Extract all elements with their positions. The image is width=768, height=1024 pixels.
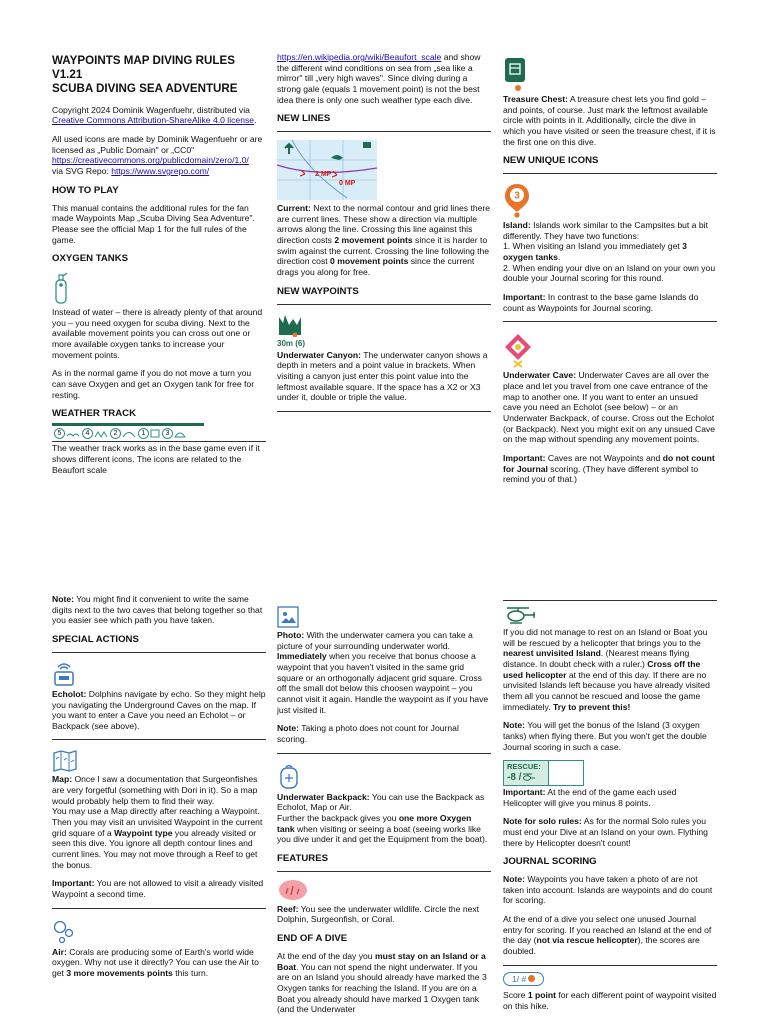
column-1-bottom <box>52 594 266 987</box>
map-text: Map: Once I saw a documentation that Surgeonfishes are very forgetful (something with Dori in it). So a map would probably help them to find their way. You may use a Map directly after reaching a Waypoint. Then you may visit an unvisited Waypoint in the current grid square of a Waypoint type you already visited or seen this dive. You ignore all depth contour lines and current lines. You may not move through a Reef to get the bonus. <box>52 774 263 870</box>
current-lines-map-image <box>277 140 377 200</box>
how-to-play-text: This manual contains the additional rules for the fan made Waypoints Map „Scuba Diving Sea Adventure". Please see the official Map 1 for the full rules of the game. <box>52 202 255 245</box>
map-important: Important: You are not allowed to visit a already visited Waypoint a second time. <box>52 878 264 900</box>
page-title: WAYPOINTS MAP DIVING RULES V1.21 SCUBA DIVING SEA ADVENTURE <box>52 54 238 95</box>
special-actions-heading: SPECIAL ACTIONS <box>52 633 139 645</box>
oxygen-heading: OXYGEN TANKS <box>52 253 129 265</box>
journal-score-text: Score 1 point for each different point of waypoint visited on this hike. <box>503 990 717 1011</box>
island-important: Important: In contrast to the base game Islands do count as Waypoints for Journal scoring. <box>503 292 699 313</box>
divider <box>277 411 491 412</box>
features-heading: FEATURES <box>277 852 328 864</box>
rescue-label: RESCUE: <box>507 762 541 772</box>
rescue-value: -8 / <box>507 772 545 784</box>
current-text: Current: Next to the normal contour and grid lines there are current lines. These show a direction via multiple arrows along the line. Crossing this line against this direction costs 2 movement points since it is harder to swim against the current. Crossing the line following the direction cost 0 movement points since the current drags you along for free. <box>277 203 491 278</box>
solo-rules-text: Note for solo rules: As for the normal Solo rules you must end your Dive at an Island on your own. Flything there by Helicopter doesn't count! <box>503 816 708 848</box>
rescue-input-box[interactable] <box>549 760 584 786</box>
island-text: Island: Islands work similar to the Campsites but a bit differently. They have two functions: 1. When visiting an Island you immediately get 3 oxygen tanks. 2. When ending your dive on an Island on your own you double your Journal scoring for this round. <box>503 220 716 284</box>
beaufort-text: https://en.wikipedia.org/wiki/Beaufort_scale and show the different wind conditions on sea from „sea like a mirror" till „very high waves". Since diving during a strong gale (equals 1 movement point) is not the best idea there is only one such weather type each dive. <box>277 52 481 105</box>
weather-level: 4 <box>82 428 108 439</box>
island-icon <box>503 182 531 218</box>
helicopter-icon <box>503 605 537 625</box>
column-2-bottom <box>277 604 491 1023</box>
divider <box>503 965 717 966</box>
oxygen-tank-icon <box>52 271 70 305</box>
divider <box>277 131 491 132</box>
journal-badge: 1/ # <box>503 972 544 987</box>
note-caves: Note: You might find it convenient to write the same digits next to the two caves that belong together so that you easier see which path you have taken. <box>52 594 263 626</box>
divider <box>277 304 491 305</box>
license-link[interactable]: Creative Commons Attribution-ShareAlike 4.0 license <box>52 115 255 126</box>
label-2mp: 2 MP <box>315 171 332 179</box>
divider <box>503 321 717 322</box>
photo-text: Photo: With the underwater camera you can take a picture of your surrounding underwater world. Immediately when you receive that bonus choose a waypoint that you haven't visited in the same grid square or an orthogonally adjacent grid square. Cross off the small dot below this choosen waypoint – you cannot visit it again. Handle the waypoint as if you have just visited it. <box>277 630 489 715</box>
reef-text: Reef: You see the underwater wildlife. Circle the next Dolphin, Surgeonfish, or Coral. <box>277 903 480 925</box>
weather-level: 2 <box>110 428 136 439</box>
column-3-top <box>503 54 717 493</box>
map-icon <box>52 750 78 772</box>
cave-important: Important: Caves are not Waypoints and do not count for Journal scoring. (They have different symbol to remind you of that.) <box>503 453 715 485</box>
cc0-link[interactable]: https://creativecommons.org/publicdomain/zero/1.0/ <box>52 155 249 166</box>
weather-level: 5 <box>54 428 80 439</box>
treasure-chest-icon <box>503 56 527 92</box>
underwater-cave-icon <box>503 332 533 368</box>
treasure-text: Treasure Chest: A treasure chest lets you find gold – and points, of course. Just mark the leftmost available circle with points in it. Additionally, circle the dive in which you have visited or seen the treasure chest, if it is the first one on this dive. <box>503 94 716 147</box>
journal-text: At the end of a dive you select one unused Journal entry for scoring. If you reached an Island at the end of the day (not via rescue helicopter), the scores are doubled. <box>503 914 712 957</box>
rescue-text: If you did not manage to rest on an Island or Boat you will be rescued by a helicopter that brings you to the nearest unvisited Island. (Nearest means flying distance. In doubt check with a ruler.) Cross off the used helicopter at the end of this day. If there are no unvisited Islands left because you have already visited them all you cannot be rescued and loose the game immediately. Try to prevent this! <box>503 627 710 712</box>
svg-text:3: 3 <box>514 190 520 202</box>
divider <box>277 753 491 754</box>
end-of-dive-text: At the end of the day you must stay on an Island or a Boat. You can not spend the night underwater. If you are on an Island you should already have marked the 3 Oxygen tanks for reaching the Island. If you are on a Boat you already should have marked 1 Oxygen tank (and the Underwater <box>277 950 487 1015</box>
journal-note: Note: Waypoints you have taken a photo of are not taken into account. Islands are waypoints and do count for scoring. <box>503 874 713 906</box>
echolot-text: Echolot: Dolphins navigate by echo. So they might help you navigating the Underground Caves on the map. If you want to enter a Cave you need an Echolot – or Backpack (see above). <box>52 688 266 731</box>
journal-heading: JOURNAL SCORING <box>503 856 597 868</box>
label-0mp: 0 MP <box>339 180 356 188</box>
weather-text: The weather track works as in the base game even if it shows different icons. The icons are related to the Beaufort scale <box>52 441 266 475</box>
oxygen-text-2: As in the normal game if you do not move a turn you can save Oxygen and get an Oxygen tank for free for resting. <box>52 368 255 400</box>
helicopter-icon <box>522 773 536 782</box>
icons-credit: All used icons are made by Dominik Wagenfuehr or are licensed as „Public Domain" or „CC0" https://creativecommons.org/publicdomain/zero/1.0/ via SVG Repo: https://www.svgrepo.com/ <box>52 134 263 176</box>
echolot-icon <box>52 661 76 687</box>
photo-icon <box>277 606 299 628</box>
copyright-text: Copyright 2024 Dominik Wagenfuehr, distributed via Creative Commons Attribution-ShareAlike 4.0 license. <box>52 104 257 126</box>
divider <box>52 739 266 740</box>
cave-text: Underwater Cave: Underwater Caves are all over the place and let you travel from one cave entrance of the map to another one. If you want to enter an unsued cave you need an Echolot (see below) – or an Underwater Backpack, of course. Cross out the Echolot (or Backpack). Next you might exit on any unsued Cave on the map without spending any movement points. <box>503 370 716 445</box>
air-bubbles-icon <box>52 919 76 945</box>
weather-heading: WEATHER TRACK <box>52 408 137 420</box>
rescue-note: Note: You will get the bonus of the Island (3 oxygen tanks) when flying there. But you won't get the double Journal scoring in such a case. <box>503 720 707 752</box>
backpack-text: Underwater Backpack: You can use the Backpack as Echolot, Map or Air. Further the backpack gives you one more Oxygen tank when visiting or seeing a boat (seeing works like you dive under it and get the Equipment from the boat). <box>277 791 488 845</box>
new-waypoints-heading: NEW WAYPOINTS <box>277 285 359 297</box>
divider <box>503 600 717 601</box>
divider <box>52 908 266 909</box>
canyon-label: 30m (6) <box>277 338 306 348</box>
end-of-dive-heading: END OF A DIVE <box>277 933 348 945</box>
oxygen-text-1: Instead of water – there is already plenty of that around you – you need oxygen for scuba diving. Next to the available movement points you can cross out one or more available oxygen tanks to increase your movement points. <box>52 307 263 360</box>
column-1-top <box>52 54 266 483</box>
column-3-bottom <box>503 600 717 1020</box>
how-to-play-heading: HOW TO PLAY <box>52 184 119 196</box>
column-2-top <box>277 52 491 422</box>
beaufort-link[interactable]: https://en.wikipedia.org/wiki/Beaufort_scale <box>277 52 442 62</box>
weather-level: 1 <box>138 428 160 439</box>
new-lines-heading: NEW LINES <box>277 113 331 125</box>
reef-icon <box>277 878 309 902</box>
divider <box>52 652 266 653</box>
divider <box>277 871 491 872</box>
svgrepo-link[interactable]: https://www.svgrepo.com/ <box>111 166 210 176</box>
weather-track <box>52 423 204 441</box>
air-text: Air: Corals are producing some of Earth's world wide oxygen. Why not use it directly? You can use the Air to get 3 more movements points this turn. <box>52 946 259 979</box>
rescue-box <box>503 760 717 786</box>
canyon-icon <box>277 311 303 337</box>
photo-note: Note: Taking a photo does not count for Journal scoring. <box>277 723 459 744</box>
divider <box>503 173 717 174</box>
backpack-icon <box>277 764 301 790</box>
unique-icons-heading: NEW UNIQUE ICONS <box>503 155 599 167</box>
weather-level: 3 <box>162 428 186 439</box>
rescue-important: Important: At the end of the game each used Helicopter will give you minus 8 points. <box>503 786 677 808</box>
canyon-text: Underwater Canyon: The underwater canyon shows a depth in meters and a point value in brackets. When visiting a canyon just enter this point value into the leftmost available square. If the space has a X2 or X3 under it, double or triple the value. <box>277 349 488 403</box>
